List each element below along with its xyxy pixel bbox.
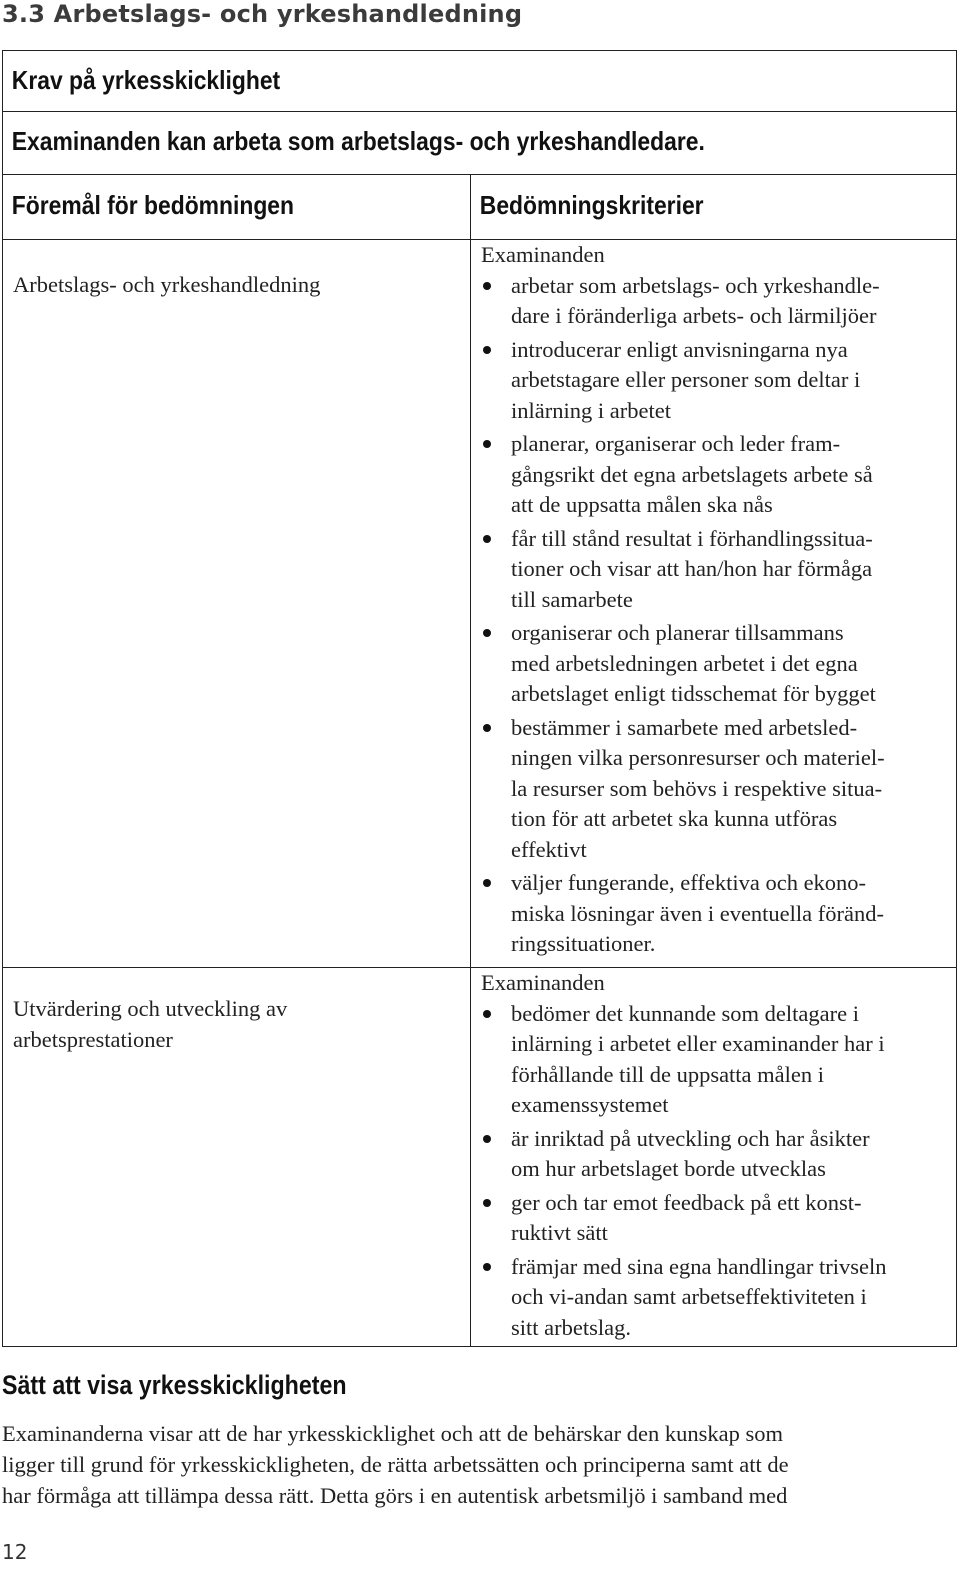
criteria-intro: Examinanden <box>481 970 605 995</box>
criteria-list <box>481 271 956 960</box>
object-name-line: Utvärdering och utveckling av <box>13 996 288 1021</box>
section-title: 3.3 Arbetslags- och yrkeshandledning <box>2 0 523 28</box>
requirement-heading: Krav på yrkesskicklighet <box>11 65 281 95</box>
bullet-icon <box>483 1199 491 1207</box>
object-name-line: arbetsprestationer <box>13 1026 173 1052</box>
col-left-heading: Föremål för bedömningen <box>11 190 295 220</box>
page-number: 12 <box>2 1540 28 1564</box>
object-cell <box>3 968 471 1347</box>
bullet-icon <box>483 282 491 290</box>
bullet-icon <box>483 724 491 732</box>
criterion-item <box>481 335 951 427</box>
criterion-line: väljer fungerande, effektiva och ekono- <box>511 870 867 895</box>
criterion-item <box>481 271 951 332</box>
criterion-line: ger och tar emot feedback på ett konst- <box>511 1189 862 1215</box>
requirement-text-cell <box>3 112 957 175</box>
criterion-line: effektivt <box>511 836 587 862</box>
criterion-item <box>481 999 951 1121</box>
criterion-item <box>481 429 951 521</box>
criterion-item <box>481 524 951 616</box>
criterion-line: främjar med sina egna handlingar trivseln <box>511 1253 887 1279</box>
assessment-row <box>3 240 957 968</box>
criterion-line: inlärning i arbetet <box>511 397 671 423</box>
criteria-cell <box>471 240 957 968</box>
criterion-line: inlärning i arbetet eller examinander har i <box>511 1031 885 1056</box>
right-column-header <box>471 175 957 240</box>
criteria-intro: Examinanden <box>481 242 605 267</box>
criterion-line: sitt arbetslag. <box>511 1314 631 1340</box>
criterion-line: dare i föränderliga arbets- och lärmiljöer <box>511 303 877 328</box>
criterion-line: examenssystemet <box>511 1092 669 1117</box>
criterion-line: får till stånd resultat i förhandlingssitua- <box>511 525 873 551</box>
bullet-icon <box>483 1263 491 1271</box>
criterion-line: arbetar som arbetslags- och yrkeshandle- <box>511 272 880 298</box>
criterion-item <box>481 1188 951 1249</box>
criterion-line: arbetstagare eller personer som deltar i <box>511 367 861 392</box>
bullet-icon <box>483 535 491 543</box>
criterion-line: gångsrikt det egna arbetslagets arbete så <box>511 461 873 487</box>
bullet-icon <box>483 629 491 637</box>
criterion-line: introducerar enligt anvisningarna nya <box>511 336 848 362</box>
body-line: ligger till grund för yrkesskickligheten, de rätta arbetssätten och principerna samt att de <box>2 1452 789 1477</box>
body-line: Examinanderna visar att de har yrkesskicklighet och att de behärskar den kunskap som <box>2 1421 783 1446</box>
bullet-icon <box>483 346 491 354</box>
body-paragraph <box>2 1418 932 1511</box>
criterion-line: att de uppsatta målen ska nås <box>511 492 773 517</box>
requirement-text: Examinanden kan arbeta som arbetslags- och yrkeshandledare. <box>11 126 705 156</box>
criterion-line: om hur arbetslaget borde utvecklas <box>511 1156 826 1181</box>
criteria-cell <box>471 968 957 1347</box>
criterion-line: till samarbete <box>511 586 633 612</box>
criterion-line: med arbetsledningen arbetet i det egna <box>511 650 858 676</box>
criterion-line: la resurser som behövs i respektive situa- <box>511 775 883 801</box>
criterion-line: ningen vilka personresurser och materiel- <box>511 745 885 770</box>
bullet-icon <box>483 440 491 448</box>
assessment-row <box>3 968 957 1347</box>
bullet-icon <box>483 1135 491 1143</box>
body-line: har förmåga att tillämpa dessa rätt. Detta görs i en autentisk arbetsmiljö i samband med <box>2 1483 788 1508</box>
criterion-line: är inriktad på utveckling och har åsikter <box>511 1125 870 1151</box>
criterion-line: arbetslaget enligt tidsschemat för bygget <box>511 681 876 706</box>
bullet-icon <box>483 879 491 887</box>
col-right-heading: Bedömningskriterier <box>479 190 704 220</box>
criterion-line: tioner och visar att han/hon har förmåga <box>511 556 873 581</box>
criterion-line: organiserar och planerar tillsammans <box>511 620 844 645</box>
criterion-item <box>481 713 951 866</box>
object-cell <box>3 240 471 968</box>
criterion-item <box>481 868 951 960</box>
left-column-header <box>3 175 471 240</box>
bullet-icon <box>483 1010 491 1018</box>
object-name: Arbetslags- och yrkeshandledning <box>13 272 321 297</box>
criterion-line: tion för att arbetet ska kunna utföras <box>511 806 838 831</box>
criterion-item <box>481 618 951 710</box>
criterion-line: bestämmer i samarbete med arbetsled- <box>511 714 858 740</box>
criterion-line: ringssituationer. <box>511 931 656 956</box>
criterion-line: förhållande till de uppsatta målen i <box>511 1061 825 1087</box>
criterion-line: planerar, organiserar och leder fram- <box>511 431 841 456</box>
criteria-list <box>481 999 956 1344</box>
criterion-item <box>481 1124 951 1185</box>
criterion-line: ruktivt sätt <box>511 1220 608 1245</box>
criterion-item <box>481 1252 951 1344</box>
criterion-line: miska lösningar även i eventuella föränd- <box>511 900 884 926</box>
requirements-table <box>2 50 957 1347</box>
criterion-line: bedömer det kunnande som deltagare i <box>511 1000 860 1026</box>
requirement-heading-cell <box>3 51 957 112</box>
subsection-title: Sätt att visa yrkesskickligheten <box>2 1370 347 1400</box>
criterion-line: och vi-andan samt arbetseffektiviteten i <box>511 1284 867 1309</box>
